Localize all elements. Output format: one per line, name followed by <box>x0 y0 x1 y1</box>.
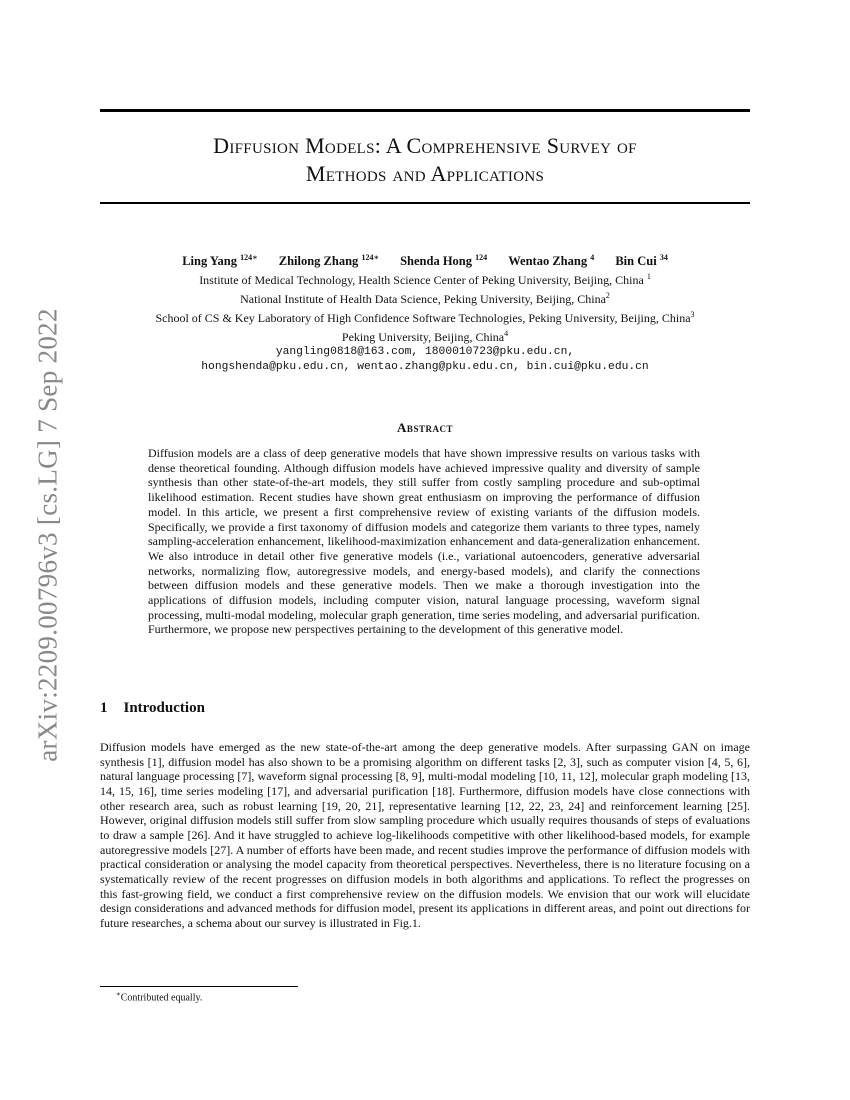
affiliation-mark: 1 <box>646 272 651 281</box>
author-affiliation-marks: 124 <box>475 253 488 262</box>
abstract-heading: Abstract <box>397 420 453 435</box>
footnote <box>116 990 202 1003</box>
author-name: Zhilong Zhang <box>278 254 359 269</box>
affiliation <box>80 326 770 345</box>
author-name: Shenda Hong <box>400 254 472 269</box>
affiliation-mark: 4 <box>504 329 509 338</box>
introduction-paragraph: Diffusion models have emerged as the new state-of-the-art among the deep generative models. After surpassing GAN on image synthesis [1], diffusion model has also shown to be a promising algorithm on different tasks [2, 3], such as computer vision [4, 5, 6], natural language processing [7], waveform signal processing [8, 9], multi-modal modeling [10, 11, 12], molecular graph modeling [13, 14, 15, 16], time series modeling [17], and adversarial purification [18]. Furthermore, diffusion models have close connections with other research area, such as robust learning [19, 20, 21], representative learning [12, 22, 23, 24] and reinforcement learning [25]. However, original diffusion models still suffer from slow sampling procedure which usually requires thousands of steps of evaluations to draw a sample [26]. And it have struggled to achieve log-likelihoods competitive with other likelihood-based models, for example autoregressive models [27]. A number of efforts have been made, and recent studies improve the performance of diffusion models with practical consideration or analysing the model capacity from theoretical perspectives. Nevertheless, there is no literature focusing on a systematically review of the recent progresses on diffusion models in both algorithms and applications. To reflect the progresses on this fast-growing field, we conduct a first comprehensive review on the diffusion models. We envision that our work will elucidate design considerations and advanced methods for diffusion model, present its applications in different areas, and point out directions for future researches, a schema about our survey is illustrated in Fig.1. <box>100 740 750 930</box>
arxiv-identifier: arXiv:2209.00796v3 [cs.LG] 7 Sep 2022 <box>32 308 63 762</box>
author-affiliation-marks: 124∗ <box>361 253 379 262</box>
author-affiliation-marks: 34 <box>659 253 668 262</box>
affiliation-mark: 2 <box>605 291 610 300</box>
section-title: Introduction <box>123 700 205 716</box>
section-heading <box>100 700 205 717</box>
affiliations <box>80 269 770 375</box>
author <box>182 254 257 268</box>
title-line-2: Methods and Applications <box>305 161 545 186</box>
affiliation-text: Institute of Medical Technology, Health Science Center of Peking University, Beijing, China <box>199 273 644 287</box>
email-line-2: hongshenda@pku.edu.cn, wentao.zhang@pku.edu.cn, bin.cui@pku.edu.cn <box>201 361 649 373</box>
author-affiliation-marks: 124∗ <box>240 253 258 262</box>
affiliation <box>80 307 770 326</box>
author-name: Ling Yang <box>182 254 237 269</box>
affiliation <box>80 288 770 307</box>
section-number: 1 <box>100 700 108 716</box>
email-line-1: yangling0818@163.com, 1800010723@pku.edu.cn, <box>275 346 575 358</box>
affiliation-text: School of CS & Key Laboratory of High Confidence Software Technologies, Peking University, Beijing, China <box>155 311 691 325</box>
affiliation-mark: 3 <box>690 310 695 319</box>
author <box>400 254 487 268</box>
footnote-mark: ∗ <box>116 990 121 998</box>
paper-title <box>100 132 750 188</box>
author <box>508 254 594 268</box>
affiliation <box>80 269 770 288</box>
author-name: Wentao Zhang <box>508 254 588 269</box>
author <box>279 254 379 268</box>
author-affiliation-marks: 4 <box>590 253 595 262</box>
footnote-text: Contributed equally. <box>120 992 203 1004</box>
affiliation-text: National Institute of Health Data Science, Peking University, Beijing, China <box>240 292 606 306</box>
author-list <box>100 252 750 269</box>
title-line-1: Diffusion Models: A Comprehensive Survey of <box>213 133 637 158</box>
author <box>615 254 667 268</box>
title-rule-bottom <box>100 202 750 204</box>
abstract-text: Diffusion models are a class of deep generative models that have shown impressive results on various tasks with dense theoretical founding. Although diffusion models have achieved impressive quality and diversity of sample synthesis than other state-of-the-art models, they still suffer from costly sampling procedure and sub-optimal likelihood estimation. Recent studies have shown great enthusiasm on improving the performance of diffusion model. In this article, we present a first comprehensive review of existing variants of the diffusion models. Specifically, we provide a first taxonomy of diffusion models and categorize them variants to three types, namely sampling-acceleration enhancement, likelihood-maximization enhancement and data-generalization enhancement. We also introduce in detail other five generative models (i.e., variational autoencoders, generative adversarial networks, normalizing flow, autoregressive models, and energy-based models), and clarify the connections between diffusion models and these generative models. Then we make a thorough investigation into the applications of diffusion models, including computer vision, natural language processing, waveform signal processing, multi-modal modeling, molecular graph generation, time series modeling, and adversarial purification. Furthermore, we propose new perspectives pertaining to the development of this generative model. <box>148 446 700 637</box>
footnote-rule <box>100 986 298 987</box>
affiliation-text: Peking University, Beijing, China <box>341 330 505 344</box>
title-rule-top <box>100 109 750 112</box>
author-name: Bin Cui <box>615 254 657 269</box>
